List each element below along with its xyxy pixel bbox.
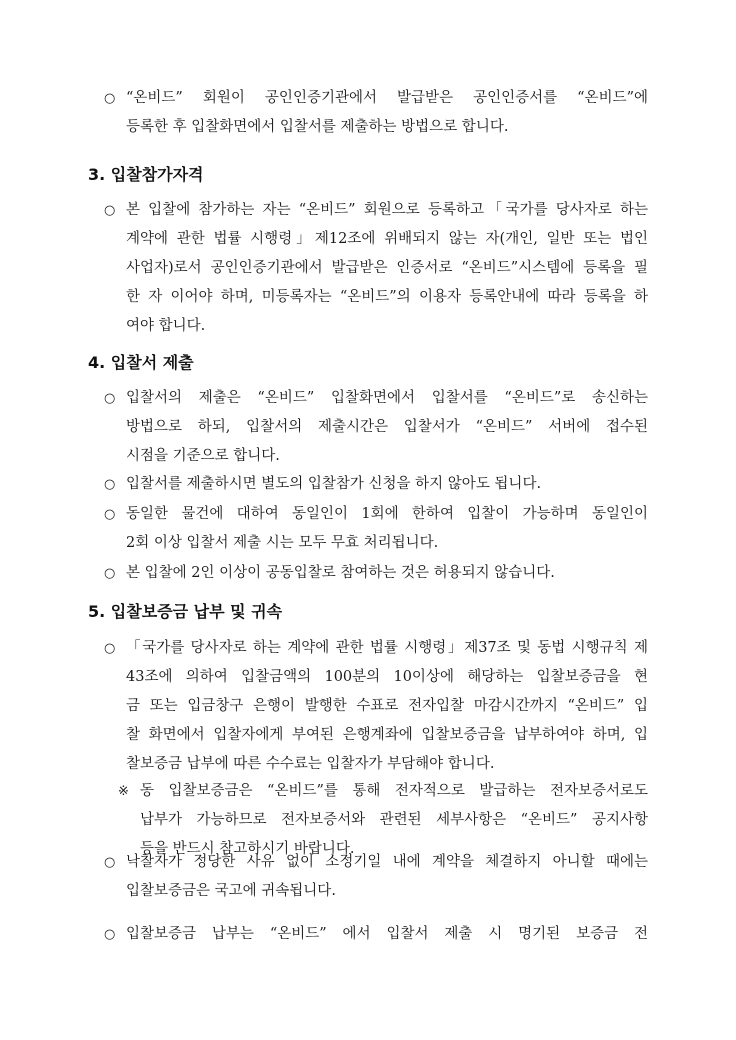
paragraph-line: 사업자)로서 공인인증기관에서 발급받은 인증서로 “온비드”시스템에 등록을 필: [126, 260, 648, 276]
paragraph-line: 한 자 이어야 하며, 미등록자는 “온비드”의 이용자 등록안내에 따라 등록을 하: [126, 289, 648, 305]
paragraph-line: 계약에 관한 법률 시행령」제12조에 위배되지 않는 자(개인, 일반 또는 법인: [126, 231, 648, 247]
paragraph-line: 찰 화면에서 입찰자에게 부여된 은행계좌에 입찰보증금을 납부하여야 하며, 입: [126, 727, 648, 743]
bullet-icon: ○: [104, 477, 116, 492]
paragraph-line: 낙찰자가 정당한 사유 없이 소정기일 내에 계약을 체결하지 아니할 때에는: [126, 854, 648, 870]
bullet-icon: ○: [104, 391, 116, 406]
paragraph-line: 입찰보증금 납부는 “온비드” 에서 입찰서 제출 시 명기된 보증금 전: [126, 926, 648, 942]
bullet-icon: ○: [104, 855, 116, 870]
section-heading-3: 3. 입찰참가자격: [88, 165, 204, 184]
paragraph-line: 입찰서를 제출하시면 별도의 입찰참가 신청을 하지 않아도 됩니다.: [126, 476, 542, 492]
paragraph-line: 「국가를 당사자로 하는 계약에 관한 법률 시행령」제37조 및 동법 시행규칙 제: [126, 640, 648, 656]
bullet-icon: ○: [104, 203, 116, 218]
bullet-icon: ○: [104, 507, 116, 522]
paragraph-line: 여야 합니다.: [126, 318, 206, 334]
paragraph-line: 동일한 물건에 대하여 동일인이 1회에 한하여 입찰이 가능하며 동일인이: [126, 506, 648, 522]
paragraph-line: 찰보증금 납부에 따른 수수료는 입찰자가 부담해야 합니다.: [126, 756, 495, 772]
bullet-icon: ○: [104, 927, 116, 942]
note-icon: ※: [118, 784, 129, 799]
note-line: 동 입찰보증금은 “온비드”를 통해 전자적으로 발급하는 전자보증서로도: [140, 783, 648, 799]
note-line: 등을 반드시 참고하시기 바랍니다.: [140, 841, 355, 857]
bullet-icon: ○: [104, 566, 116, 581]
paragraph-line: 금 또는 입금창구 은행이 발행한 수표로 전자입찰 마감시간까지 “온비드” 입: [126, 698, 648, 714]
section-heading-5: 5. 입찰보증금 납부 및 귀속: [88, 602, 283, 621]
paragraph-line: 본 입찰에 참가하는 자는 “온비드” 회원으로 등록하고「국가를 당사자로 하는: [126, 202, 648, 218]
paragraph-line: 43조에 의하여 입찰금액의 100분의 10이상에 해당하는 입찰보증금을 현: [126, 669, 648, 685]
section-heading-4: 4. 입찰서 제출: [88, 353, 194, 372]
paragraph-line: 입찰서의 제출은 “온비드” 입찰화면에서 입찰서를 “온비드”로 송신하는: [126, 390, 648, 406]
paragraph-line: 입찰보증금은 국고에 귀속됩니다.: [126, 883, 336, 899]
paragraph-line: 본 입찰에 2인 이상이 공동입찰로 참여하는 것은 허용되지 않습니다.: [126, 565, 555, 581]
paragraph-line: “온비드” 회원이 공인인증기관에서 발급받은 공인인증서를 “온비드”에: [126, 90, 648, 106]
paragraph-line: 방법으로 하되, 입찰서의 제출시간은 입찰서가 “온비드” 서버에 접수된: [126, 419, 648, 435]
bullet-icon: ○: [104, 641, 116, 656]
bullet-icon: ○: [104, 91, 116, 106]
paragraph-line: 2회 이상 입찰서 제출 시는 모두 무효 처리됩니다.: [126, 535, 439, 551]
note-line: 납부가 가능하므로 전자보증서와 관련된 세부사항은 “온비드” 공지사항: [140, 812, 648, 828]
paragraph-line: 등록한 후 입찰화면에서 입찰서를 제출하는 방법으로 합니다.: [126, 119, 509, 135]
paragraph-line: 시점을 기준으로 합니다.: [126, 448, 280, 464]
